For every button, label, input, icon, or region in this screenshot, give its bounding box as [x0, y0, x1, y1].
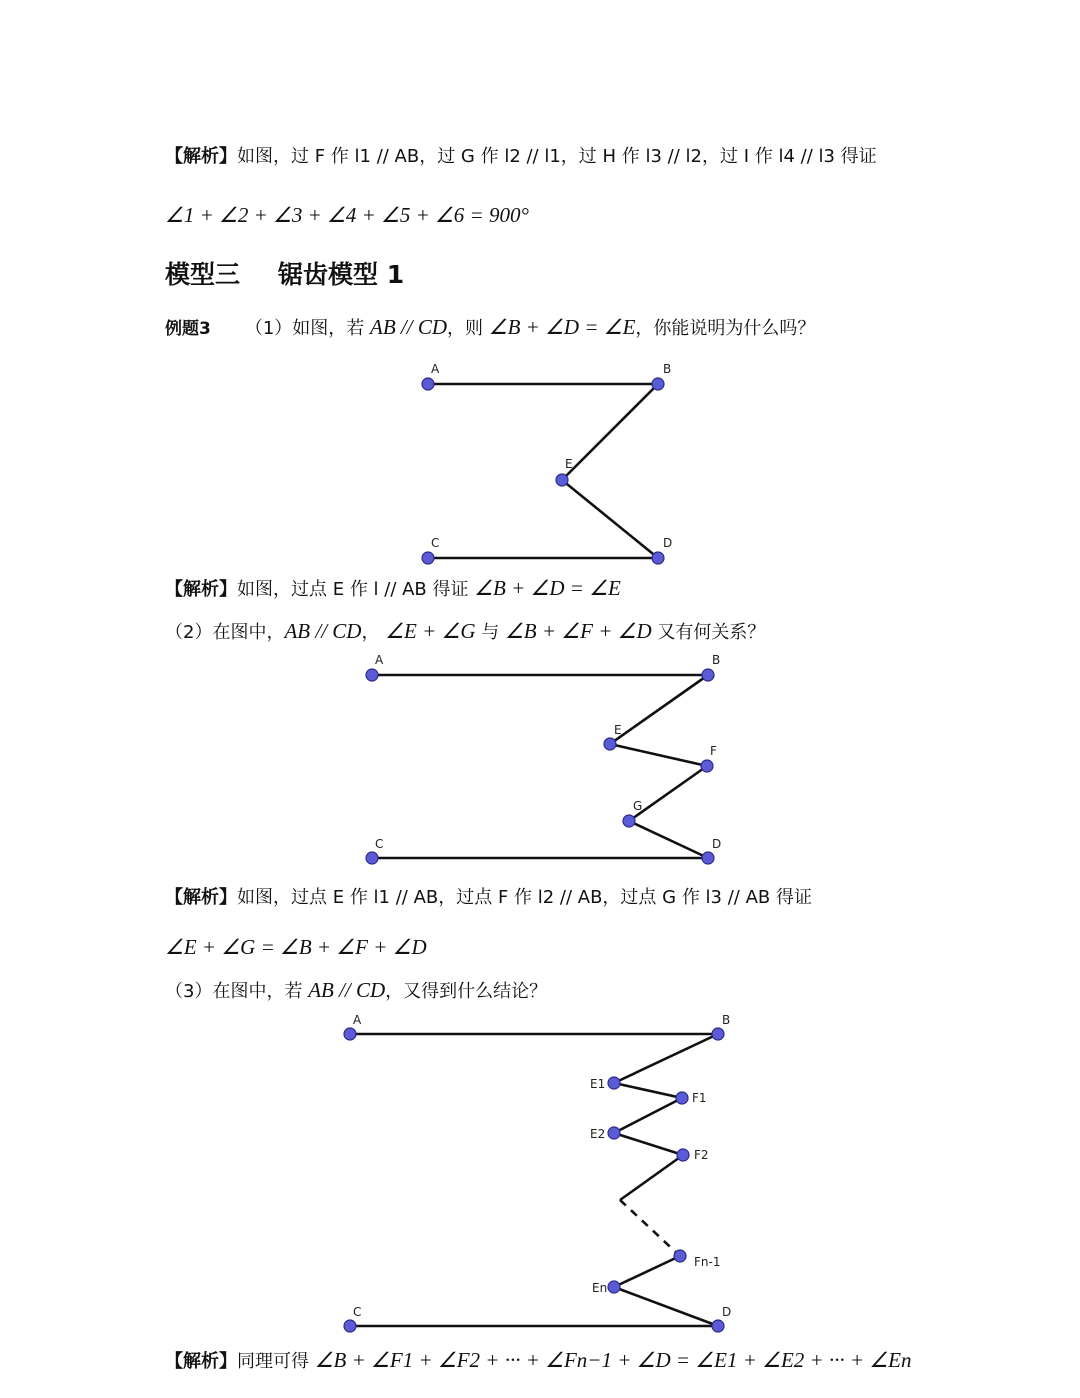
point-D	[712, 1320, 724, 1332]
label-D: D	[722, 1305, 732, 1319]
part1-equation: ∠B + ∠D = ∠E	[488, 315, 636, 339]
label-A: A	[353, 1013, 362, 1027]
point-Fn-1	[674, 1250, 686, 1262]
label-F1: F1	[692, 1091, 707, 1105]
analysis-text: 如图，过 F 作 l1 // AB，过 G 作 l2 // l1，过 H 作 l3 // l2，过 I 作 l4 // l3 得证	[237, 146, 877, 167]
analysis-part3-formula: ∠B + ∠F1 + ∠F2 + ··· + ∠Fn−1 + ∠D = ∠E1 + ∠E2 + ··· + ∠En	[314, 1348, 912, 1372]
label-B: B	[663, 362, 672, 376]
segment-E1F1	[614, 1083, 682, 1098]
label-A: A	[375, 653, 384, 667]
label-A: A	[431, 362, 440, 376]
model-title: 锯齿模型 1	[278, 260, 405, 289]
segment-Fn1En	[614, 1256, 680, 1287]
label-D: D	[712, 837, 722, 851]
part2-mid: ，	[361, 622, 386, 643]
point-En	[608, 1281, 620, 1293]
label-G: G	[633, 799, 643, 813]
part2-prefix: （2）在图中，	[165, 622, 285, 643]
part3-prefix: （3）在图中，若	[165, 981, 309, 1002]
label-En: En	[592, 1281, 608, 1295]
label-E: E	[565, 457, 573, 471]
dashed-continuation	[620, 1200, 680, 1256]
part1-prefix: （1）如图，若	[244, 318, 371, 339]
part2-condition: AB // CD	[284, 619, 362, 643]
analysis-formula: ∠1 + ∠2 + ∠3 + ∠4 + ∠5 + ∠6 = 900°	[165, 203, 529, 227]
label-E: E	[614, 723, 622, 737]
analysis-tag: 【解析】	[165, 579, 237, 600]
point-B	[712, 1028, 724, 1040]
point-E1	[608, 1077, 620, 1089]
label-B: B	[712, 653, 721, 667]
point-C	[344, 1320, 356, 1332]
analysis-part1-text: 如图，过点 E 作 l // AB 得证	[237, 579, 475, 600]
point-A	[344, 1028, 356, 1040]
label-E2: E2	[590, 1127, 606, 1141]
label-Fn-1: Fn-1	[694, 1255, 721, 1269]
label-D: D	[663, 536, 673, 550]
part1-mid: ，则	[447, 318, 489, 339]
segment-BE1	[614, 1034, 718, 1083]
analysis-part2-formula: ∠E + ∠G = ∠B + ∠F + ∠D	[165, 935, 427, 959]
segment-F1E2	[614, 1098, 682, 1133]
point-F1	[676, 1092, 688, 1104]
point-F2	[677, 1149, 689, 1161]
analysis-part3-text: 同理可得	[237, 1351, 315, 1372]
label-C: C	[431, 536, 440, 550]
part1-suffix: ，你能说明为什么吗？	[635, 318, 816, 339]
label-C: C	[353, 1305, 362, 1319]
part2-link: 与	[475, 622, 505, 643]
part2-suffix: 又有何关系？	[651, 622, 766, 643]
label-B: B	[722, 1013, 731, 1027]
segment-E2F2	[614, 1133, 683, 1155]
example-label: 例题3	[165, 319, 211, 339]
label-C: C	[375, 837, 384, 851]
analysis-part3	[165, 1348, 912, 1373]
part3-condition: AB // CD	[308, 978, 386, 1002]
label-F: F	[710, 744, 717, 758]
part1-condition: AB // CD	[370, 315, 448, 339]
analysis-tag: 【解析】	[165, 887, 237, 908]
part3-suffix: ，又得到什么结论？	[385, 981, 548, 1002]
segment-EnD	[614, 1287, 718, 1326]
point-E2	[608, 1127, 620, 1139]
model-number: 模型三	[165, 260, 241, 289]
segment-F2-next	[620, 1155, 683, 1200]
part2-expr1: ∠E + ∠G	[385, 619, 476, 643]
analysis-part2-text: 如图，过点 E 作 l1 // AB，过点 F 作 l2 // AB，过点 G 作 l3 // AB 得证	[237, 887, 812, 908]
part2-expr2: ∠B + ∠F + ∠D	[504, 619, 652, 643]
label-F2: F2	[694, 1148, 709, 1162]
analysis-tag: 【解析】	[165, 146, 237, 167]
analysis-tag: 【解析】	[165, 1351, 237, 1372]
label-E1: E1	[590, 1077, 606, 1091]
analysis-part1-equation: ∠B + ∠D = ∠E	[474, 576, 621, 600]
